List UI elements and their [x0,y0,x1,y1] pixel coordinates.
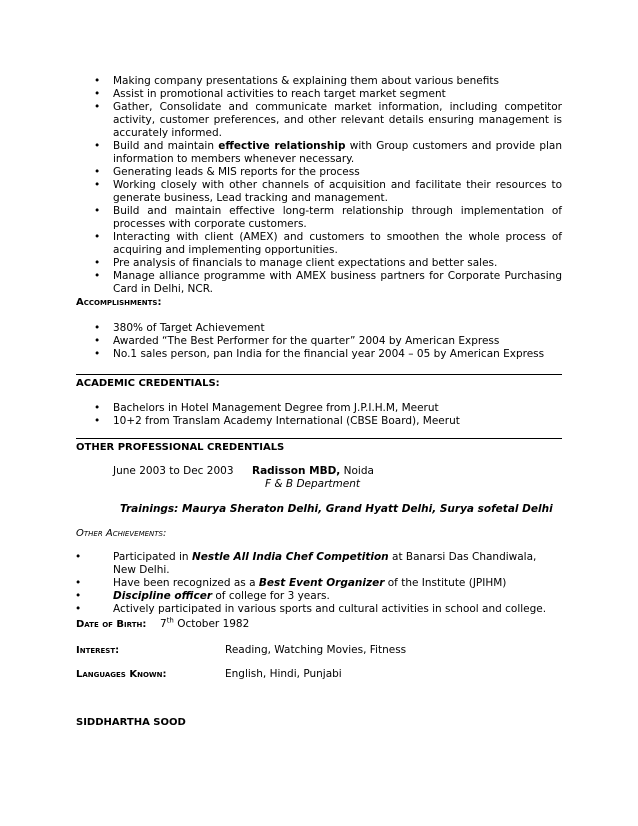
list-item: • Bachelors in Hotel Management Degree from J.P.I.H.M, Meerut [113,402,562,415]
academic-heading: ACADEMIC CREDENTIALS: [76,378,220,389]
department: F & B Department [265,478,360,490]
list-item: • Awarded “The Best Performer for the quarter” 2004 by American Express [113,335,562,348]
dob-suffix: th [166,616,174,625]
interest-label: Interest: [76,645,120,656]
section-divider [76,438,562,439]
list-item [113,577,562,590]
text-segment: Actively participated in various sports and cultural activities in school and college. [113,603,547,615]
signature-name: SIDDHARTHA SOOD [76,717,186,728]
trainings: Trainings: Maurya Sheraton Delhi, Grand Hyatt Delhi, Surya sofetal Delhi [120,503,553,515]
list-item [113,603,562,616]
emphasis: Nestle All India Chef Competition [191,551,389,563]
list-item: • Pre analysis of financials to manage client expectations and better sales. [113,257,562,270]
professional-heading: OTHER PROFESSIONAL CREDENTIALS [76,442,285,453]
list-item: • Making company presentations & explaining them about various benefits [113,75,562,88]
dob-month-year: October 1982 [173,618,250,630]
text-segment: with Group customers and provide plan information to members whenever necessary. [113,140,563,165]
accomplishments-list [113,322,562,361]
text-segment: Build and maintain [113,140,219,152]
list-item: • Interacting with client (AMEX) and customers to smoothen the whole process of acquiring and implementing opportunities. [113,231,562,257]
list-item: • Generating leads & MIS reports for the process [113,166,562,179]
languages-value: English, Hindi, Punjabi [225,668,342,680]
emphasis: Discipline officer [113,590,213,602]
employer-location: Noida [340,465,374,477]
text-segment: Participated in [113,551,192,563]
list-item: • No.1 sales person, pan India for the financial year 2004 – 05 by American Express [113,348,562,361]
list-item: • Working closely with other channels of acquisition and facilitate their resources to generate business, Lead tracking and management. [113,179,562,205]
list-item: • Manage alliance programme with AMEX business partners for Corporate Purchasing Card in Delhi, NCR. [113,270,562,296]
dob-value [160,618,249,631]
list-item: • 380% of Target Achievement [113,322,562,335]
accomplishments-heading: Accomplishments: [76,297,162,308]
list-item [113,140,562,166]
text-segment: of college for 3 years. [212,590,330,602]
section-divider [76,374,562,375]
list-item: • Build and maintain effective long-term relationship through implementation of processes with corporate customers. [113,205,562,231]
list-item: • Assist in promotional activities to reach target market segment [113,88,562,101]
other-achievements-heading: Other Achievements: [76,528,167,539]
emphasis: Best Event Organizer [258,577,385,589]
list-item [113,590,562,603]
other-achievements-list [113,551,562,616]
list-item: • Gather, Consolidate and communicate market information, including competitor activity, customer preferences, and other relevant details ensuring management is accurately informed. [113,101,562,140]
dob-label: Date of Birth: [76,619,147,630]
dob-day: 7 [160,618,167,630]
text-segment: of the Institute (JPIHM) [384,577,507,589]
academic-list [113,402,562,428]
text-segment: at Banarsi Das Chandiwala, New Delhi. [113,551,537,576]
list-item: • 10+2 from Translam Academy International (CBSE Board), Meerut [113,415,562,428]
interest-value: Reading, Watching Movies, Fitness [225,644,407,656]
employer-name: Radisson MBD, [252,465,341,477]
languages-label: Languages Known: [76,669,167,680]
employment-period: June 2003 to Dec 2003 [113,465,234,477]
list-item [113,551,562,577]
text-segment: Have been recognized as a [113,577,259,589]
emphasis: effective relationship [218,140,346,152]
duties-list [113,75,562,296]
employer [252,465,374,478]
